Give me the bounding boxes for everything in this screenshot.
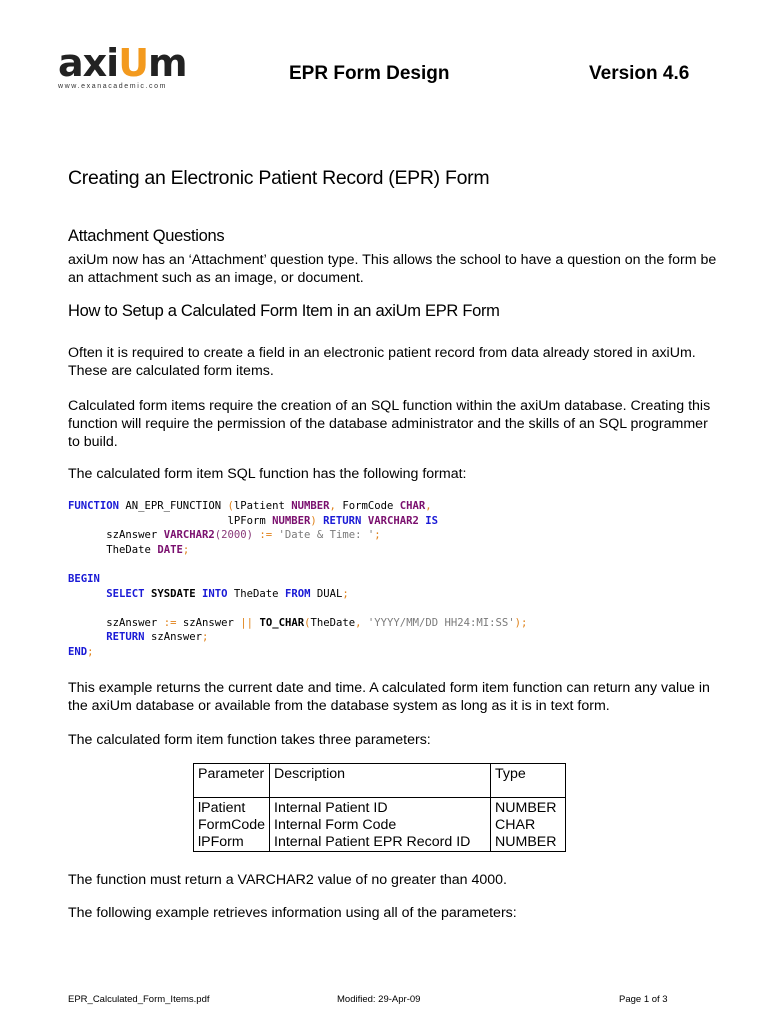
footer-modified: Modified: 29-Apr-09 (337, 994, 421, 1005)
table-cell: NUMBER (491, 798, 566, 818)
table-header-cell: Type (491, 764, 566, 798)
table-row (194, 834, 566, 852)
table-cell: Internal Form Code (270, 817, 491, 834)
table-cell: Internal Patient ID (270, 798, 491, 818)
code-line-1: FUNCTION AN_EPR_FUNCTION (lPatient NUMBER, FormCode CHAR, (68, 500, 432, 512)
axium-logo (58, 41, 187, 96)
code-line-8: RETURN szAnswer; (106, 631, 209, 644)
footer-page-number: Page 1 of 3 (619, 994, 668, 1005)
intro-paragraph: Often it is required to create a field in an electronic patient record from data already stored in axiUm. These are calculated form items. (68, 345, 696, 379)
requirements-paragraph: Calculated form items require the creation of an SQL function within the axiUm database. Creating this function will require the permission of the database administrator and the skills of an SQL programmer to build. (68, 398, 711, 450)
code-line-6: SELECT SYSDATE INTO TheDate FROM DUAL; (106, 587, 349, 600)
code-line-7: szAnswer := szAnswer || TO_CHAR(TheDate, 'YYYY/MM/DD HH24:MI:SS'); (106, 616, 528, 629)
code-line-2: lPForm NUMBER) RETURN VARCHAR2 IS (227, 514, 439, 527)
code-line-5: BEGIN (68, 572, 100, 585)
code-line-3: szAnswer VARCHAR2(2000) := 'Date & Time: '; (106, 529, 381, 542)
example-intro-paragraph: The following example retrieves information using all of the parameters: (68, 905, 517, 921)
table-cell: CHAR (491, 817, 566, 834)
attachment-paragraph: axiUm now has an ‘Attachment’ question type. This allows the school to have a question on the form be an attachment such as an image, or document. (68, 252, 717, 286)
returns-paragraph: This example returns the current date and time. A calculated form item function can return any value in the axiUm database or available from the database system as long as it is in text form. (68, 680, 710, 714)
table-cell: Internal Patient EPR Record ID (270, 834, 491, 852)
code-line-4: TheDate DATE; (106, 543, 190, 556)
table-row (194, 798, 566, 818)
parameters-table (193, 763, 566, 852)
table-header-cell: Description (270, 764, 491, 798)
table-header-cell: Parameter (194, 764, 270, 798)
table-header-row (194, 764, 566, 798)
attachment-heading: Attachment Questions (68, 227, 225, 245)
document-title: EPR Form Design (289, 63, 450, 84)
sql-code-block (68, 499, 527, 660)
code-line-9: END; (68, 645, 94, 658)
page-heading: Creating an Electronic Patient Record (EPR) Form (68, 167, 490, 189)
return-limit-paragraph: The function must return a VARCHAR2 value of no greater than 4000. (68, 872, 508, 888)
parameters-intro: The calculated form item function takes three parameters: (68, 732, 431, 748)
footer-filename: EPR_Calculated_Form_Items.pdf (68, 994, 210, 1005)
table-cell: FormCode (194, 817, 270, 834)
document-version: Version 4.6 (589, 63, 690, 84)
table-cell: lPForm (194, 834, 270, 852)
table-cell: NUMBER (491, 834, 566, 852)
logo-wordmark: axiUm (58, 41, 187, 85)
howto-heading: How to Setup a Calculated Form Item in an axiUm EPR Form (68, 302, 500, 320)
format-paragraph: The calculated form item SQL function has the following format: (68, 466, 467, 482)
table-row (194, 817, 566, 834)
table-cell: lPatient (194, 798, 270, 818)
logo-url: www.exanacademic.com (58, 83, 168, 90)
